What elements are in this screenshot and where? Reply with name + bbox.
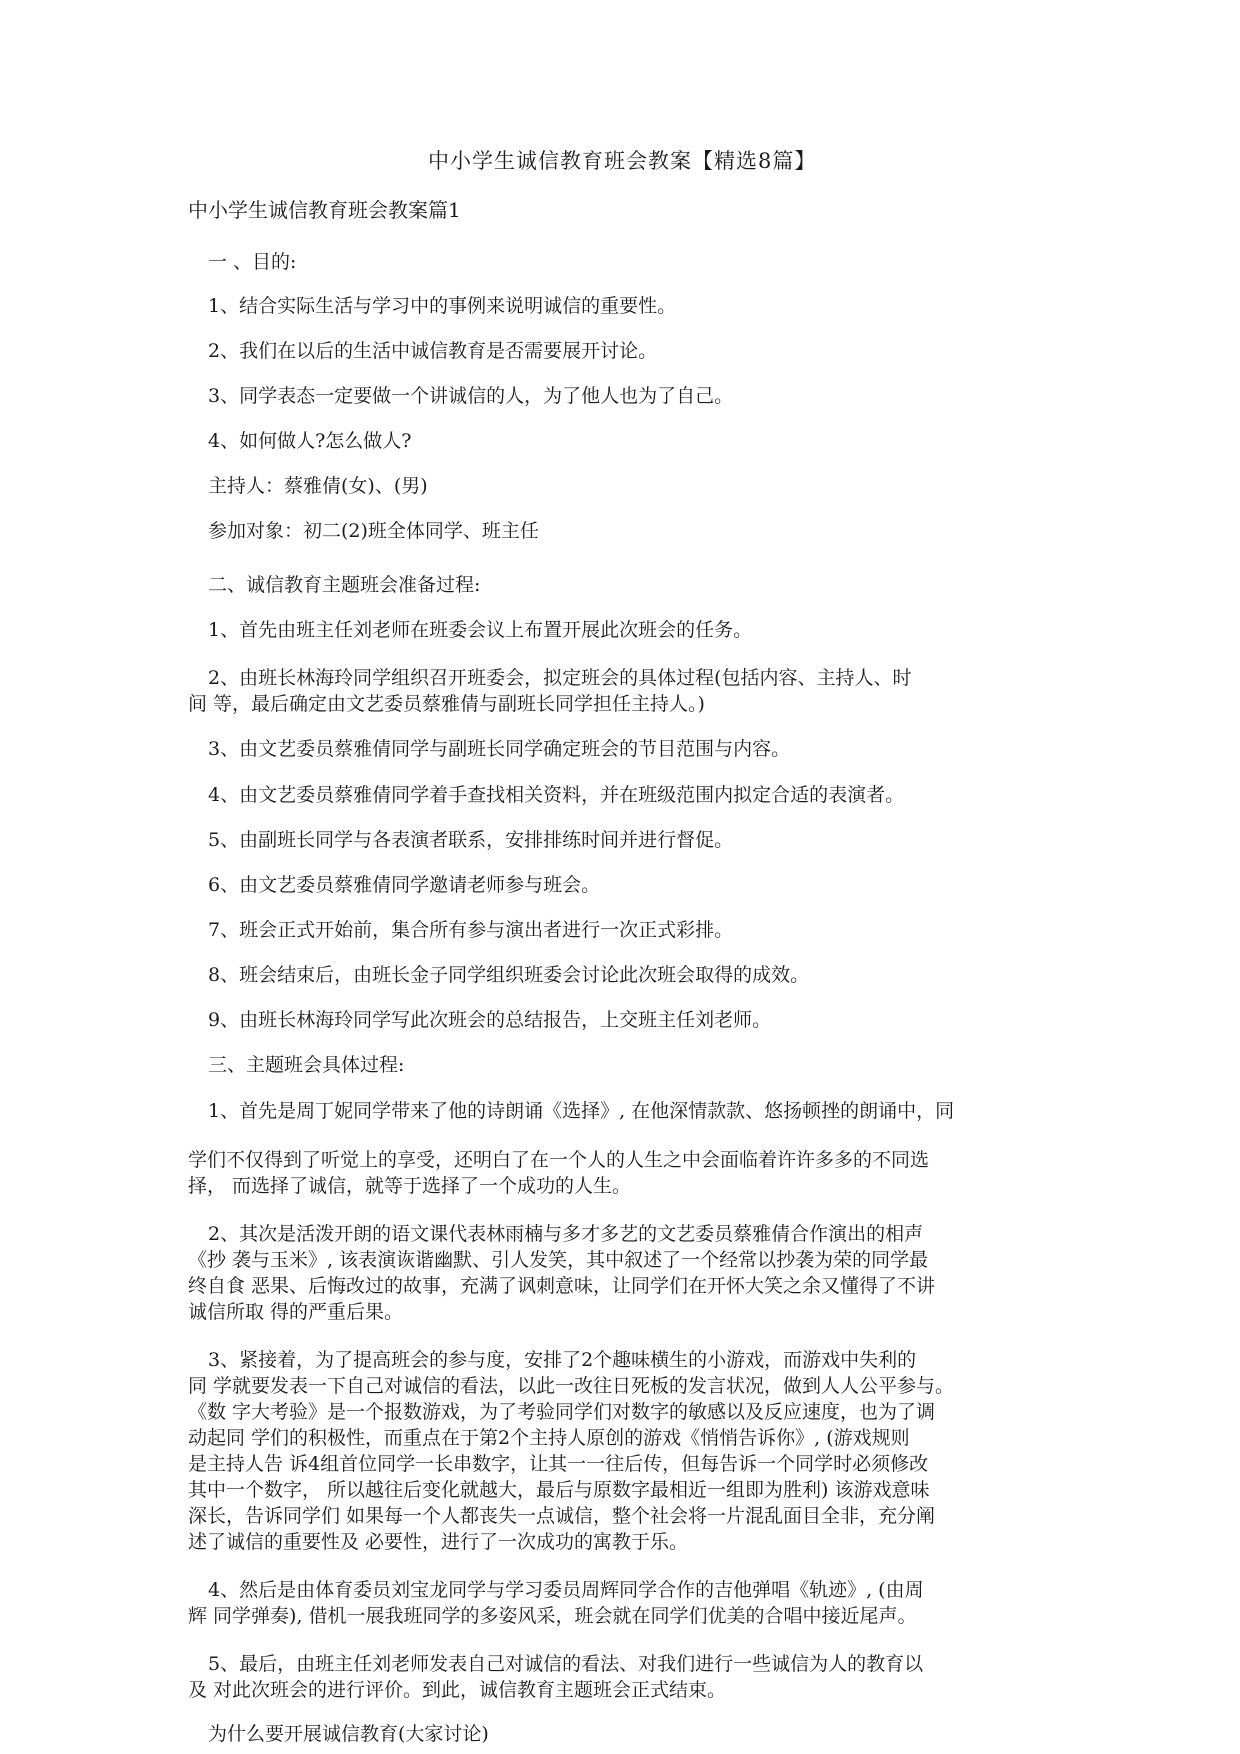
text-line: 1、首先是周丁妮同学带来了他的诗朗诵《选择》, 在他深情款款、悠扬顿挫的朗诵中，同 <box>208 1100 955 1122</box>
text-line: 2、我们在以后的生活中诚信教育是否需要展开讨论。 <box>208 340 658 362</box>
text-line: 辉 同学弹奏), 借机一展我班同学的多姿风采，班会就在同学们优美的合唱中接近尾声。 <box>188 1605 917 1627</box>
text-line: 4、然后是由体育委员刘宝龙同学与学习委员周辉同学合作的吉他弹唱《轨迹》, (由周 <box>208 1579 924 1601</box>
text-line: 二、诚信教育主题班会准备过程: <box>208 574 481 596</box>
text-line: 及 对此次班会的进行评价。到此，诚信教育主题班会正式结束。 <box>188 1679 727 1701</box>
text-line: 1、首先由班主任刘老师在班委会议上布置开展此次班会的任务。 <box>208 619 753 641</box>
text-line: 1、结合实际生活与学习中的事例来说明诚信的重要性。 <box>208 295 677 317</box>
text-line: 《抄 袭与玉米》, 该表演诙谐幽默、引人发笑，其中叙述了一个经常以抄袭为荣的同学最 <box>188 1249 929 1271</box>
text-line: 诚信所取 得的严重后果。 <box>188 1301 404 1323</box>
document-title: 中小学生诚信教育班会教案【精选8篇】 <box>428 149 817 173</box>
text-line: 8、班会结束后，由班长金子同学组织班委会讨论此次班会取得的成效。 <box>208 964 810 986</box>
text-line: 是主持人告 诉4组首位同学一长串数字，让其一一往后传，但每告诉一个同学时必须修改 <box>188 1453 929 1475</box>
text-line: 间 等，最后确定由文艺委员蔡雅倩与副班长同学担任主持人。) <box>188 693 705 715</box>
text-line: 《数 字大考验》是一个报数游戏，为了考验同学们对数字的敏感以及反应速度，也为了调 <box>188 1401 936 1423</box>
text-line: 其中一个数字， 所以越往后变化就越大，最后与原数字最相近一组即为胜利) 该游戏意味 <box>188 1479 930 1501</box>
text-line: 3、由文艺委员蔡雅倩同学与副班长同学确定班会的节目范围与内容。 <box>208 738 791 760</box>
text-line: 三、主题班会具体过程: <box>208 1054 405 1076</box>
text-line: 终自食 恶果、后悔改过的故事，充满了讽刺意味，让同学们在开怀大笑之余又懂得了不讲 <box>188 1275 936 1297</box>
text-line: 4、由文艺委员蔡雅倩同学着手查找相关资料，并在班级范围内拟定合适的表演者。 <box>208 784 905 806</box>
text-line: 同 学就要发表一下自己对诚信的看法，以此一改往日死板的发言状况，做到人人公平参与。 <box>188 1375 955 1397</box>
text-line: 9、由班长林海玲同学写此次班会的总结报告，上交班主任刘老师。 <box>208 1009 772 1031</box>
text-line: 一 、目的: <box>208 251 297 273</box>
text-line: 5、由副班长同学与各表演者联系，安排排练时间并进行督促。 <box>208 829 734 851</box>
text-line: 述了诚信的重要性及 必要性，进行了一次成功的寓教于乐。 <box>188 1531 689 1553</box>
text-line: 参加对象：初二(2)班全体同学、班主任 <box>208 520 539 542</box>
text-line: 4、如何做人?怎么做人? <box>208 430 412 452</box>
text-line: 2、其次是活泼开朗的语文课代表林雨楠与多才多艺的文艺委员蔡雅倩合作演出的相声 <box>208 1223 924 1245</box>
text-line: 深长，告诉同学们 如果每一个人都丧失一点诚信，整个社会将一片混乱面目全非，充分阐 <box>188 1505 936 1527</box>
text-line: 5、最后，由班主任刘老师发表自己对诚信的看法、对我们进行一些诚信为人的教育以 <box>208 1653 924 1675</box>
text-line: 动起同 学们的积极性，而重点在于第2个主持人原创的游戏《悄悄告诉你》, (游戏规则 <box>188 1427 910 1449</box>
text-line: 3、同学表态一定要做一个讲诚信的人，为了他人也为了自己。 <box>208 385 734 407</box>
text-line: 3、紧接着，为了提高班会的参与度，安排了2个趣味横生的小游戏，而游戏中失利的 <box>208 1349 917 1371</box>
text-line: 为什么要开展诚信教育(大家讨论) <box>208 1723 489 1745</box>
section-heading: 中小学生诚信教育班会教案篇1 <box>188 198 461 222</box>
text-line: 主持人：蔡雅倩(女)、(男) <box>208 475 428 497</box>
text-line: 择， 而选择了诚信，就等于选择了一个成功的人生。 <box>188 1175 632 1197</box>
text-line: 2、由班长林海玲同学组织召开班委会，拟定班会的具体过程(包括内容、主持人、时 <box>208 667 912 689</box>
text-line: 6、由文艺委员蔡雅倩同学邀请老师参与班会。 <box>208 874 601 896</box>
text-line: 学们不仅得到了听觉上的享受，还明白了在一个人的人生之中会面临着许许多多的不同选 <box>188 1149 930 1171</box>
text-line: 7、班会正式开始前，集合所有参与演出者进行一次正式彩排。 <box>208 919 734 941</box>
